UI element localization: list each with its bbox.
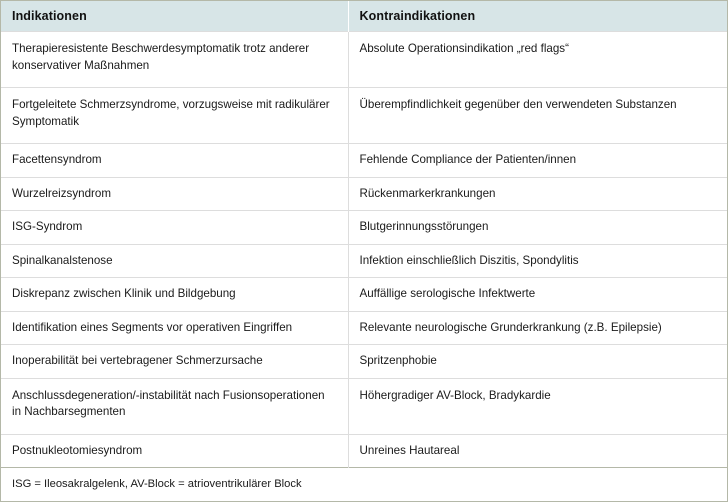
table-footnote: ISG = Ileosakralgelenk, AV-Block = atrioventrikulärer Block <box>1 468 727 502</box>
cell-indication: Therapieresistente Beschwerdesymptomatik trotz anderer konservativer Maßnahmen <box>1 32 348 88</box>
cell-contraindication: Unreines Hautareal <box>348 434 727 468</box>
table-row <box>1 88 727 144</box>
data-table <box>1 1 727 501</box>
cell-indication: Wurzelreizsyndrom <box>1 177 348 211</box>
cell-contraindication: Fehlende Compliance der Patienten/innen <box>348 144 727 178</box>
table-row <box>1 378 727 434</box>
cell-indication: Facettensyndrom <box>1 144 348 178</box>
cell-contraindication: Infektion einschließlich Diszitis, Spondylitis <box>348 244 727 278</box>
cell-indication: Identifikation eines Segments vor operativen Eingriffen <box>1 311 348 345</box>
table-row <box>1 345 727 379</box>
table-body <box>1 32 727 468</box>
cell-contraindication: Höhergradiger AV-Block, Bradykardie <box>348 378 727 434</box>
cell-indication: Diskrepanz zwischen Klinik und Bildgebung <box>1 278 348 312</box>
cell-indication: Postnukleotomiesyndrom <box>1 434 348 468</box>
table-footer <box>1 468 727 502</box>
cell-indication: Spinalkanalstenose <box>1 244 348 278</box>
table-row <box>1 32 727 88</box>
cell-contraindication: Überempfindlichkeit gegenüber den verwendeten Substanzen <box>348 88 727 144</box>
cell-indication: Fortgeleitete Schmerzsyndrome, vorzugsweise mit radikulärer Symptomatik <box>1 88 348 144</box>
cell-indication: ISG-Syndrom <box>1 211 348 245</box>
header-row <box>1 1 727 32</box>
column-header-indications: Indikationen <box>1 1 348 32</box>
table-row <box>1 434 727 468</box>
cell-contraindication: Relevante neurologische Grunderkrankung (z.B. Epilepsie) <box>348 311 727 345</box>
cell-contraindication: Spritzenphobie <box>348 345 727 379</box>
table-header <box>1 1 727 32</box>
table-row <box>1 211 727 245</box>
cell-contraindication: Rückenmarkerkrankungen <box>348 177 727 211</box>
table-row <box>1 311 727 345</box>
cell-indication: Inoperabilität bei vertebragener Schmerzursache <box>1 345 348 379</box>
cell-contraindication: Blutgerinnungsstörungen <box>348 211 727 245</box>
cell-indication: Anschlussdegeneration/-instabilität nach Fusionsoperationen in Nachbarsegmenten <box>1 378 348 434</box>
column-header-contraindications: Kontraindikationen <box>348 1 727 32</box>
table-row <box>1 144 727 178</box>
cell-contraindication: Absolute Operationsindikation „red flags“ <box>348 32 727 88</box>
footnote-row <box>1 468 727 502</box>
table-row <box>1 244 727 278</box>
cell-contraindication: Auffällige serologische Infektwerte <box>348 278 727 312</box>
table-row <box>1 278 727 312</box>
table-row <box>1 177 727 211</box>
